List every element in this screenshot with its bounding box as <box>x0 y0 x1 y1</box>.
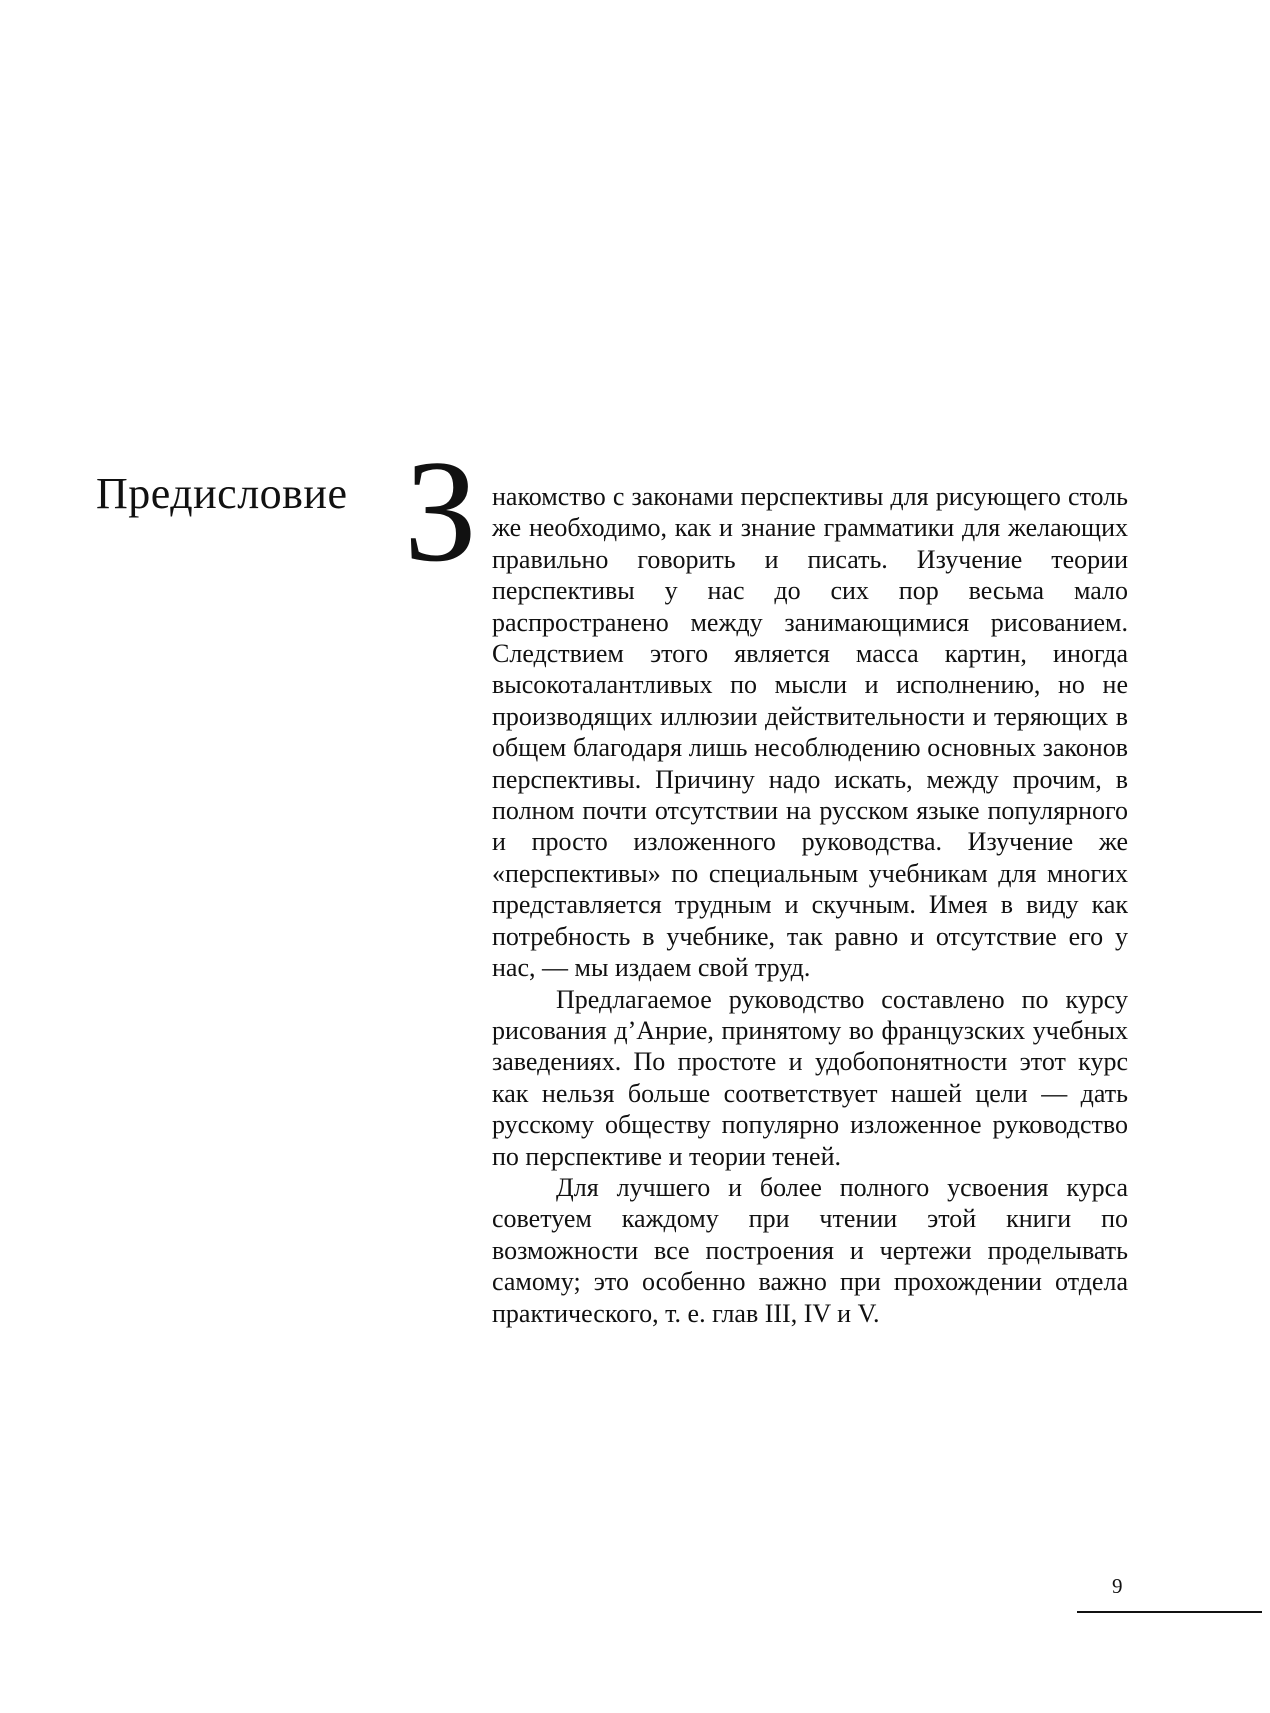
drop-cap: З <box>404 430 478 592</box>
footer-rule <box>1077 1611 1262 1613</box>
body-text <box>492 481 1128 1329</box>
paragraph-3: Для лучшего и более полного усвоения курса советуем каждому при чтении этой книги по возможности все построения и чертежи проделывать самому; это особенно важно при прохождении отдела практического, т. е. глав III, IV и V. <box>492 1172 1128 1328</box>
page-title: Предисловие <box>96 469 348 518</box>
paragraph-2: Предлагаемое руководство составлено по курсу рисования д’Анрие, принятому во французских учебных заведениях. По простоте и удобопонятности этот курс как нельзя больше соответствует нашей цели — дать русскому обществу популярно изложенное руководство по перспективе и теории теней. <box>492 984 1128 1171</box>
page-number: 9 <box>1112 1574 1123 1598</box>
paragraph-1: накомство с законами перспективы для рисующего столь же необходимо, как и знание грамматики для желающих правильно говорить и писать. Изучение теории перспективы у нас до сих пор весьма мало распространено между занимающимися рисованием. Следствием этого является масса картин, иногда высокоталантливых по мысли и исполнению, но не производящих иллюзии действительности и теряющих в общем благодаря лишь несоблюдению основных законов перспективы. Причину надо искать, между прочим, в полном почти отсутствии на русском языке популярного и просто изложенного руководства. Изучение же «перспективы» по специальным учебникам для многих представляется трудным и скучным. Имея в виду как потребность в учебнике, так равно и отсутствие его у нас, — мы издаем свой труд. <box>492 482 1128 983</box>
